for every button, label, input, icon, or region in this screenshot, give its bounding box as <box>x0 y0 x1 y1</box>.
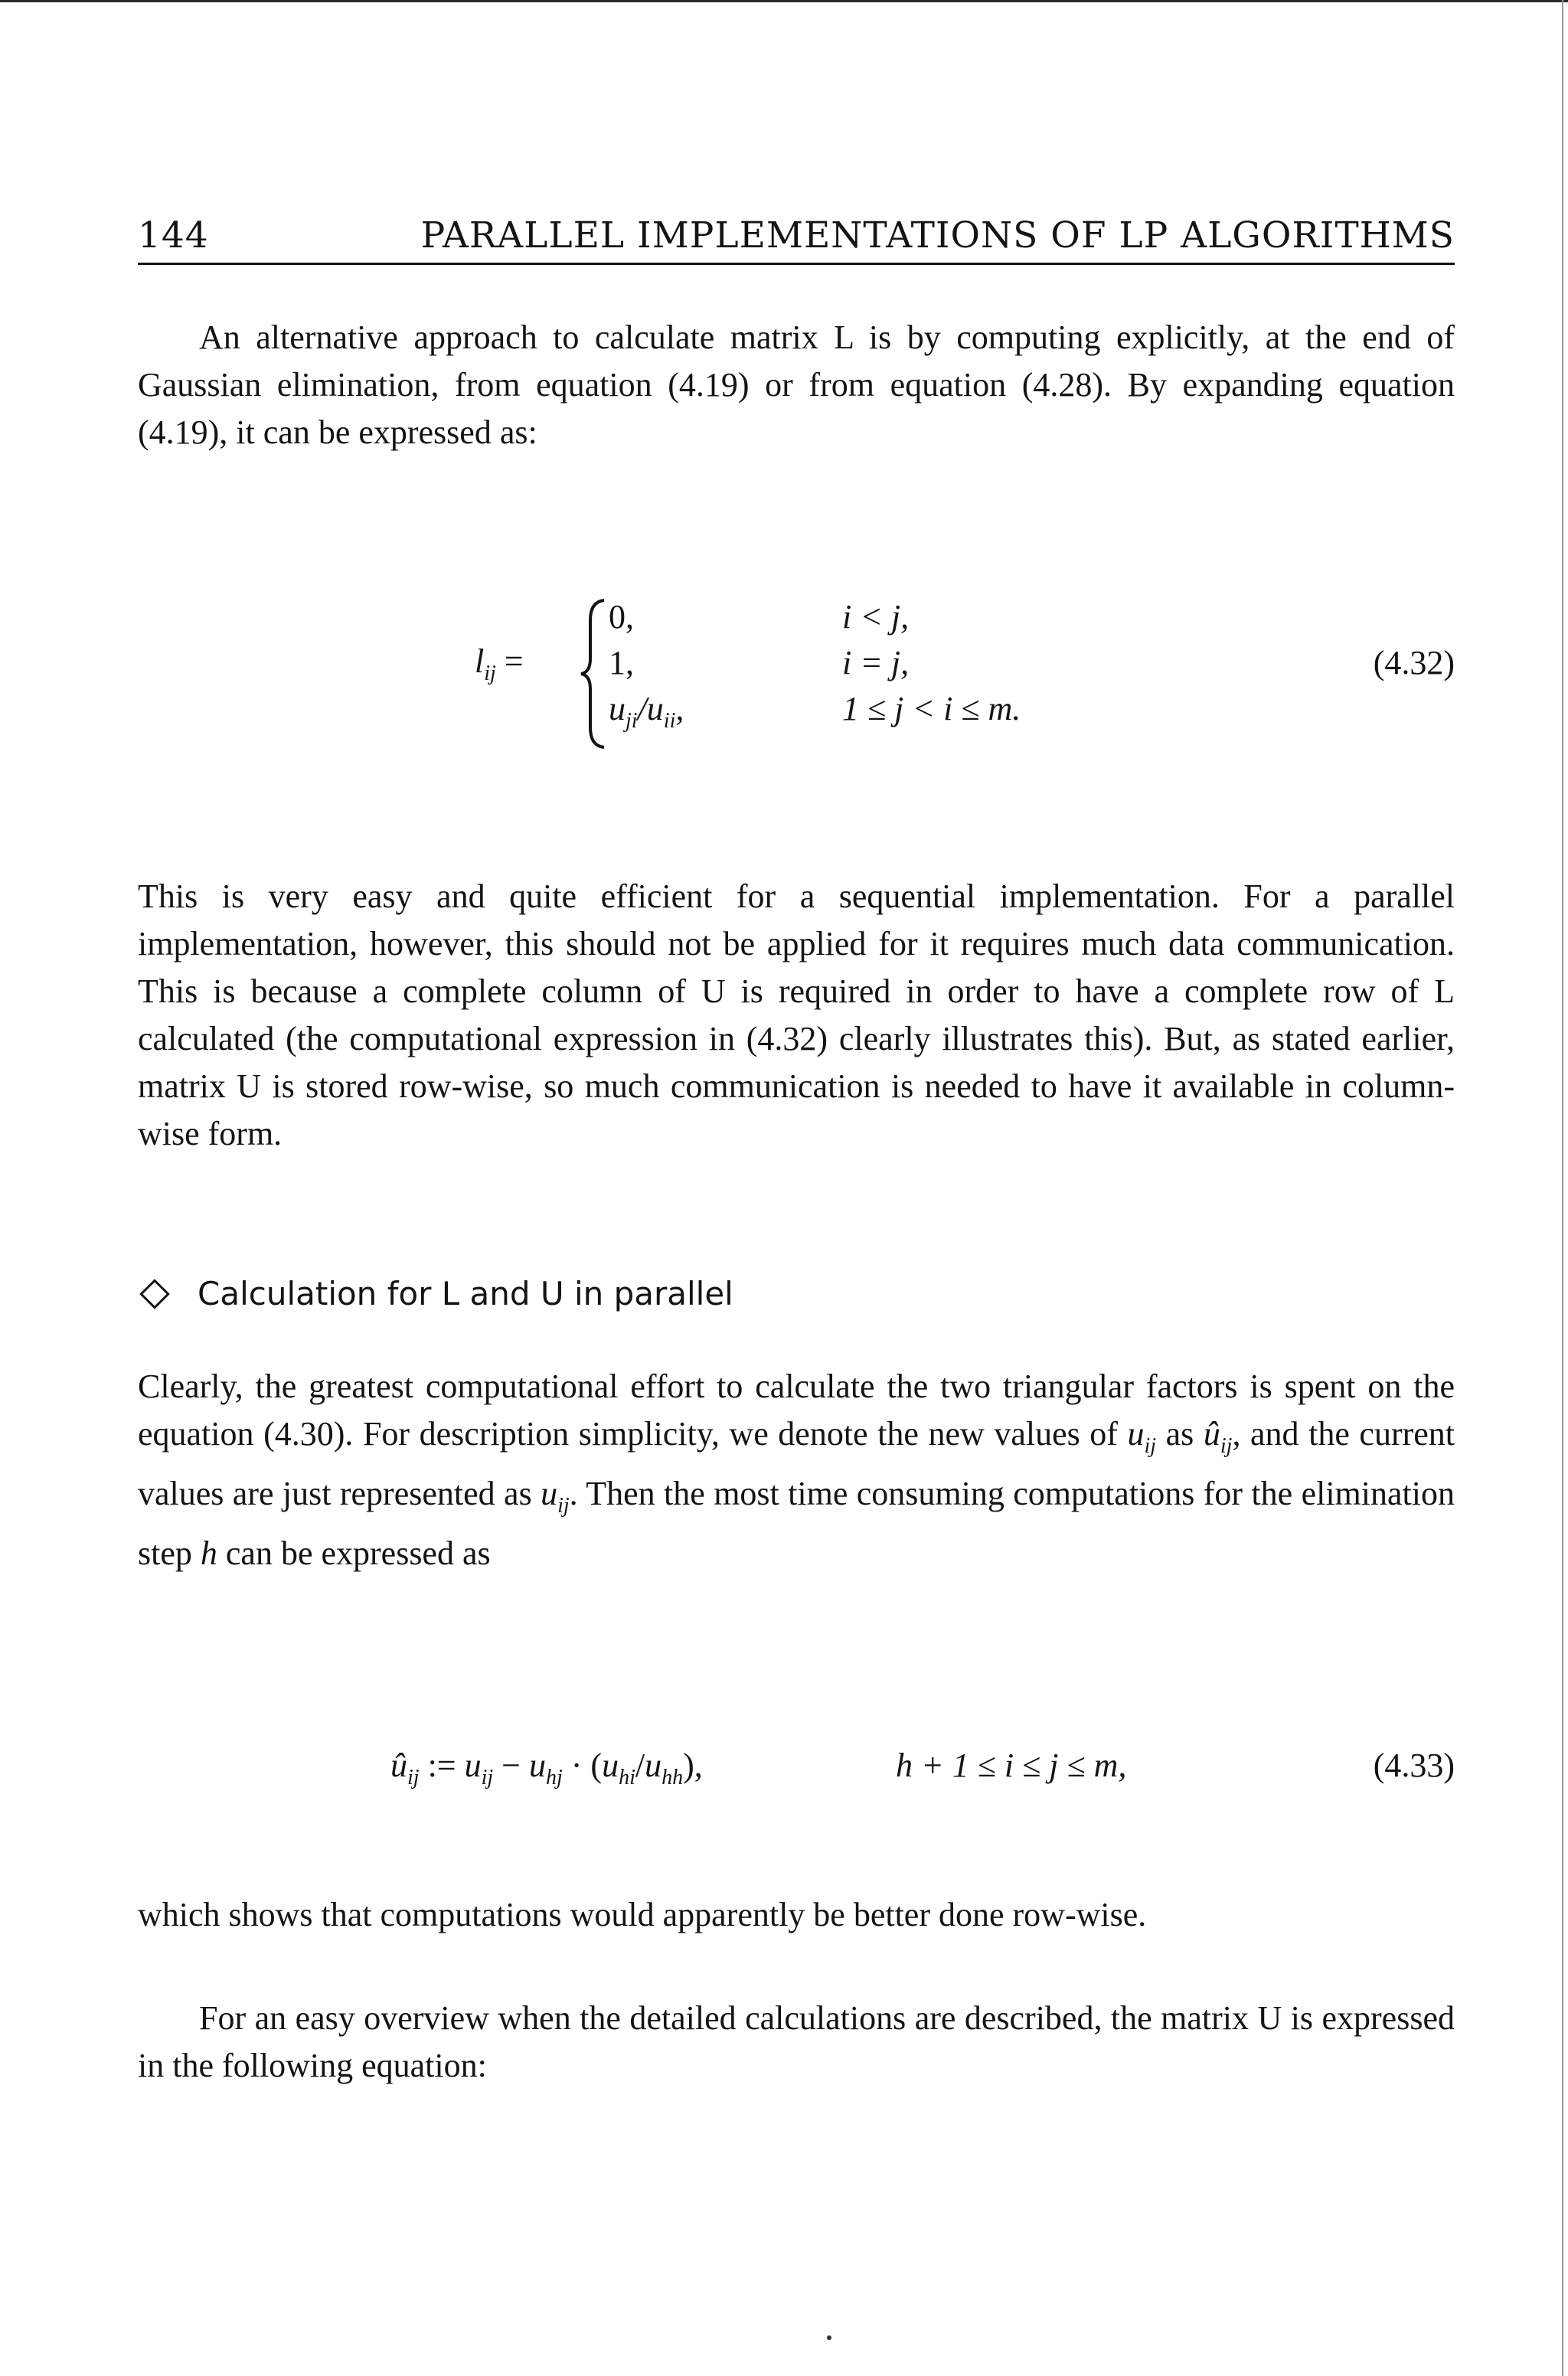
case-2-condition: i = j, <box>842 644 910 681</box>
case-1-value: 0, <box>609 598 634 636</box>
section-title: Calculation for L and U in parallel <box>198 1275 733 1312</box>
diamond-icon <box>139 1279 170 1309</box>
paragraph-1: An alternative approach to calculate matrix L is by computing explicitly, at the end of Gaussian elimination, from equation (4.19) or from equation (4.28). By expanding equation (4.19), it can be expressed as: <box>138 319 1455 451</box>
paragraph-5: For an easy overview when the detailed calculations are described, the matrix U is expressed in the following equation: <box>138 1999 1455 2084</box>
scan-border-right <box>1562 0 1563 2376</box>
scan-dot <box>827 2335 831 2340</box>
case-3-condition: 1 ≤ j < i ≤ m. <box>842 690 1021 727</box>
paragraph-2: This is very easy and quite efficient for a sequential implementation. For a parallel implementation, however, this should not be applied for it requires much data communication. This is because a complete column of U is required in order to have a complete row of L calculated (the computational expression in (4.32) clearly illustrates this). But, as stated earlier, matrix U is stored row-wise, so much communication is needed to have it available in column-wise form. <box>138 878 1455 1152</box>
equation-expression: $û_{ij}$ := $u_{ij} - u_{hj} \cdot (u_{hi}/u_{hh})$, <box>390 1747 703 1789</box>
page-number: 144 <box>138 214 209 257</box>
section-heading <box>138 1275 733 1312</box>
equation-range: h + 1 ≤ i ≤ j ≤ m, <box>896 1747 1127 1784</box>
header-rule <box>138 263 1455 265</box>
scan-border-top <box>0 0 1568 2</box>
running-head <box>138 214 1455 257</box>
case-2-value: 1, <box>609 644 634 681</box>
paragraph-4: which shows that computations would apparently be better done row-wise. <box>138 1896 1147 1933</box>
equation-lhs: $l_{ij}$ = <box>475 642 524 685</box>
equation-number-4-33: (4.33) <box>1373 1747 1455 1784</box>
case-1-condition: i < j, <box>842 598 910 636</box>
equation-4-32 <box>138 597 1455 750</box>
equation-number-4-32: (4.32) <box>1373 644 1455 681</box>
paragraph-3: Clearly, the greatest computational effort to calculate the two triangular factors is spent on the equation (4.30). For description simplicity, we denote the new values of $u_{ij}$ as $û_{ij}$, and the current values are just represented as $u_{ij}$. Then the most time consuming computations for the elimination step h can be expressed as <box>138 1368 1455 1572</box>
equation-4-33 <box>138 1746 1455 1807</box>
left-brace-icon <box>578 597 609 750</box>
case-3-value: $u_{ji}/u_{ii}$, <box>609 690 684 733</box>
running-title: PARALLEL IMPLEMENTATIONS OF LP ALGORITHMS <box>420 214 1455 257</box>
